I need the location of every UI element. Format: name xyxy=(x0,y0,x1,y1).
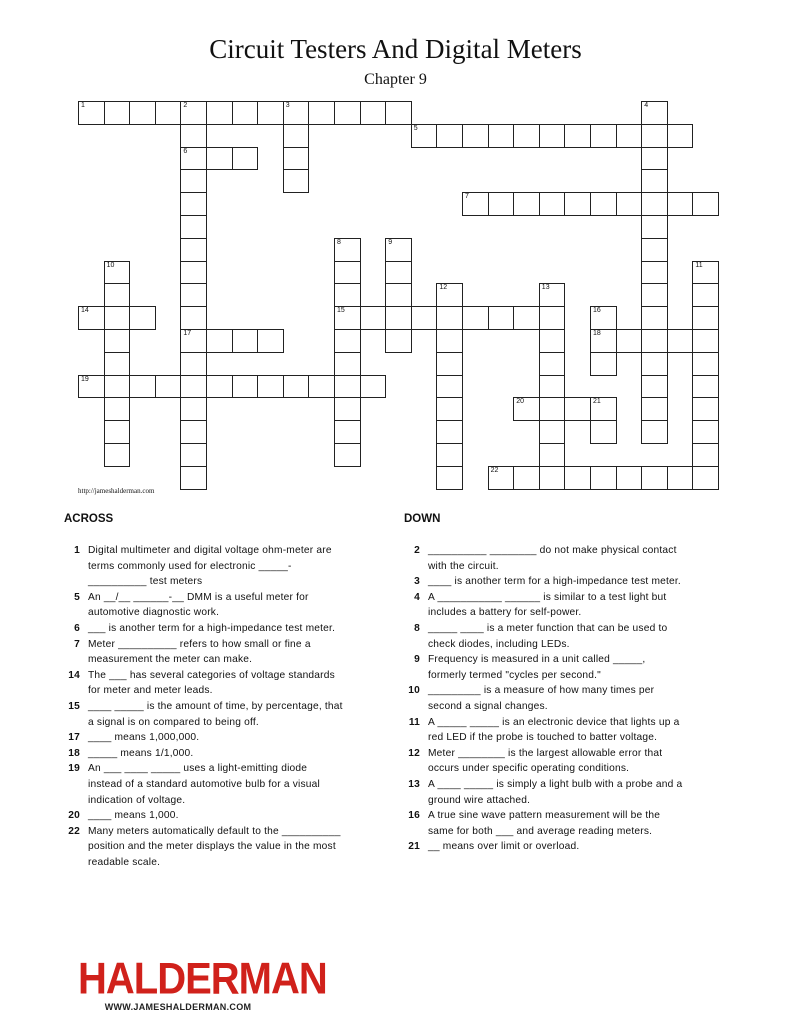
clue-text: __ means over limit or overload. xyxy=(428,841,580,853)
crossword-grid xyxy=(0,0,791,500)
clue-down-4 xyxy=(398,590,683,621)
grid-cell[interactable] xyxy=(308,101,335,125)
clue-across-22 xyxy=(58,824,343,871)
grid-cell[interactable] xyxy=(436,306,463,330)
grid-cell[interactable] xyxy=(590,420,617,444)
grid-cell[interactable] xyxy=(692,443,719,467)
grid-cell[interactable] xyxy=(436,375,463,399)
clue-text: A ___________ ______ is similar to a test light but includes a battery for self-power. xyxy=(428,591,667,619)
grid-cell[interactable] xyxy=(180,466,207,490)
clue-down-3 xyxy=(398,574,683,590)
grid-cell[interactable] xyxy=(641,283,668,307)
grid-cell[interactable] xyxy=(334,283,361,307)
grid-cell[interactable] xyxy=(436,397,463,421)
grid-cell[interactable] xyxy=(283,124,310,148)
grid-cell[interactable] xyxy=(436,420,463,444)
grid-cell[interactable] xyxy=(641,192,668,216)
grid-cell[interactable] xyxy=(667,192,694,216)
clue-across-7 xyxy=(58,637,343,668)
grid-cell[interactable] xyxy=(334,306,361,330)
clue-down-8 xyxy=(398,621,683,652)
grid-cell[interactable] xyxy=(462,124,489,148)
cell-number: 2 xyxy=(183,102,188,109)
grid-cell[interactable] xyxy=(641,375,668,399)
cell-number: 12 xyxy=(439,284,448,292)
grid-cell[interactable] xyxy=(104,261,131,285)
grid-cell[interactable] xyxy=(564,192,591,216)
clue-number: 6 xyxy=(74,622,80,634)
clue-down-13 xyxy=(398,777,683,808)
grid-cell[interactable] xyxy=(539,192,566,216)
grid-cell[interactable] xyxy=(488,192,515,216)
grid-cell[interactable] xyxy=(385,329,412,353)
puzzle-title: Circuit Testers And Digital Meters xyxy=(209,34,582,64)
grid-cell[interactable] xyxy=(104,420,131,444)
grid-cell[interactable] xyxy=(257,101,284,125)
grid-cell[interactable] xyxy=(283,101,310,125)
grid-cell[interactable] xyxy=(641,238,668,262)
grid-cell[interactable] xyxy=(334,261,361,285)
grid-cell[interactable] xyxy=(641,352,668,376)
grid-cell[interactable] xyxy=(129,375,156,399)
grid-cell[interactable] xyxy=(462,192,489,216)
grid-cell[interactable] xyxy=(488,306,515,330)
grid-cell[interactable] xyxy=(308,375,335,399)
grid-cell[interactable] xyxy=(129,306,156,330)
clue-across-18 xyxy=(58,746,343,762)
grid-cell[interactable] xyxy=(641,329,668,353)
grid-cell[interactable] xyxy=(436,124,463,148)
grid-cell[interactable] xyxy=(180,215,207,239)
clue-down-12 xyxy=(398,746,683,777)
grid-cell[interactable] xyxy=(334,329,361,353)
clue-text: Meter __________ refers to how small or fine a measurement the meter can make. xyxy=(88,638,311,666)
clue-number: 20 xyxy=(68,810,80,822)
grid-cell[interactable] xyxy=(436,352,463,376)
puzzle-subtitle: Chapter 9 xyxy=(364,71,427,88)
grid-cell[interactable] xyxy=(232,329,259,353)
grid-cell[interactable] xyxy=(104,329,131,353)
grid-cell[interactable] xyxy=(78,306,105,330)
cell-number: 16 xyxy=(593,307,601,315)
clue-number: 12 xyxy=(408,747,420,759)
grid-cell[interactable] xyxy=(232,147,259,171)
grid-cell[interactable] xyxy=(590,306,617,330)
grid-cell[interactable] xyxy=(385,261,412,285)
grid-cell[interactable] xyxy=(334,238,361,262)
clue-across-19 xyxy=(58,761,343,808)
grid-cell[interactable] xyxy=(334,443,361,467)
grid-cell[interactable] xyxy=(692,375,719,399)
clue-text: An ___ ____ _____ uses a light-emitting diode instead of a standard automotive bulb for a visual indication of voltage. xyxy=(88,763,320,806)
grid-cell[interactable] xyxy=(206,147,233,171)
grid-cell[interactable] xyxy=(488,124,515,148)
cell-number: 5 xyxy=(413,124,418,132)
clue-down-16 xyxy=(398,808,683,839)
cell-number: 17 xyxy=(183,330,192,337)
grid-cell[interactable] xyxy=(104,397,131,421)
grid-cell[interactable] xyxy=(436,329,463,353)
grid-cell[interactable] xyxy=(641,466,668,490)
clue-across-14 xyxy=(58,668,343,699)
grid-cell[interactable] xyxy=(360,306,387,330)
grid-cell[interactable] xyxy=(667,466,694,490)
clue-down-10 xyxy=(398,683,683,714)
grid-cell[interactable] xyxy=(590,397,617,421)
grid-cell[interactable] xyxy=(641,147,668,171)
across-heading: ACROSS xyxy=(64,513,114,525)
clue-down-21 xyxy=(398,839,683,855)
cell-number: 14 xyxy=(81,307,89,315)
grid-cell[interactable] xyxy=(692,306,719,330)
clue-across-17 xyxy=(58,730,343,746)
cell-number: 20 xyxy=(516,398,524,406)
clue-number: 3 xyxy=(414,576,420,588)
grid-cell[interactable] xyxy=(641,420,668,444)
clue-text: ____ _____ is the amount of time, by percentage, that a signal is on compared to being off. xyxy=(88,700,343,728)
grid-cell[interactable] xyxy=(564,397,591,421)
grid-cell[interactable] xyxy=(180,192,207,216)
clue-text: ____ is another term for a high-impedance test meter. xyxy=(428,576,681,588)
cell-number: 4 xyxy=(644,102,649,109)
grid-cell[interactable] xyxy=(257,329,284,353)
grid-cell[interactable] xyxy=(564,124,591,148)
grid-cell[interactable] xyxy=(283,169,310,193)
clue-down-9 xyxy=(398,652,683,683)
grid-cell[interactable] xyxy=(155,375,182,399)
grid-cell[interactable] xyxy=(590,329,617,353)
clue-text: _________ is a measure of how many times per second a signal changes. xyxy=(428,685,655,712)
clue-number: 8 xyxy=(414,622,420,634)
grid-cell[interactable] xyxy=(539,124,566,148)
grid-cell[interactable] xyxy=(513,466,540,490)
grid-cell[interactable] xyxy=(104,101,131,125)
clue-down-2 xyxy=(398,543,683,574)
clue-number: 7 xyxy=(74,638,80,650)
across-clue-list xyxy=(58,543,343,870)
grid-cell[interactable] xyxy=(616,329,643,353)
clue-text: _____ ____ is a meter function that can be used to check diodes, including LEDs. xyxy=(428,622,668,650)
clue-text: Meter ________ is the largest allowable error that occurs under specific operating conditions. xyxy=(428,747,663,775)
clue-down-11 xyxy=(398,715,683,746)
grid-cell[interactable] xyxy=(385,238,412,262)
grid-cell[interactable] xyxy=(513,306,540,330)
grid-cell[interactable] xyxy=(283,375,310,399)
grid-cell[interactable] xyxy=(180,169,207,193)
grid-cell[interactable] xyxy=(641,306,668,330)
clue-number: 22 xyxy=(68,825,80,837)
grid-cell[interactable] xyxy=(692,397,719,421)
grid-cell[interactable] xyxy=(641,261,668,285)
grid-cell[interactable] xyxy=(692,283,719,307)
grid-cell[interactable] xyxy=(641,215,668,239)
grid-cell[interactable] xyxy=(334,375,361,399)
grid-cell[interactable] xyxy=(180,352,207,376)
grid-cell[interactable] xyxy=(411,306,438,330)
grid-cell[interactable] xyxy=(616,192,643,216)
grid-cell[interactable] xyxy=(283,147,310,171)
grid-cell[interactable] xyxy=(385,283,412,307)
grid-cell[interactable] xyxy=(590,192,617,216)
grid-cell[interactable] xyxy=(129,101,156,125)
clue-text: _____ means 1/1,000. xyxy=(88,747,194,759)
clue-across-15 xyxy=(58,699,343,730)
grid-cell[interactable] xyxy=(360,101,387,125)
cell-number: 15 xyxy=(337,307,345,315)
logo-url: WWW.JAMESHALDERMAN.COM xyxy=(104,1002,252,1012)
grid-cell[interactable] xyxy=(180,375,207,399)
grid-cell[interactable] xyxy=(206,375,233,399)
grid-cell[interactable] xyxy=(641,124,668,148)
grid-cell[interactable] xyxy=(104,375,131,399)
grid-cell[interactable] xyxy=(206,329,233,353)
grid-cell[interactable] xyxy=(539,329,566,353)
clue-number: 14 xyxy=(68,669,80,681)
grid-cell[interactable] xyxy=(539,375,566,399)
grid-cell[interactable] xyxy=(667,329,694,353)
clue-across-5 xyxy=(58,590,343,621)
clue-text: An __/__ ______-__ DMM is a useful meter for automotive diagnostic work. xyxy=(88,591,309,619)
grid-cell[interactable] xyxy=(539,466,566,490)
clue-number: 11 xyxy=(408,716,420,728)
clue-text: A true sine wave pattern measurement will be the same for both ___ and average reading meters. xyxy=(428,810,661,837)
grid-cell[interactable] xyxy=(539,420,566,444)
clue-number: 15 xyxy=(68,700,80,712)
clue-number: 13 xyxy=(408,778,420,790)
clue-number: 4 xyxy=(414,591,420,603)
grid-cell[interactable] xyxy=(180,420,207,444)
grid-cell[interactable] xyxy=(385,101,412,125)
grid-cell[interactable] xyxy=(155,101,182,125)
clue-text: Frequency is measured in a unit called _____, formerly termed "cycles per second." xyxy=(428,654,646,681)
grid-cell[interactable] xyxy=(334,101,361,125)
grid-cell[interactable] xyxy=(692,192,719,216)
grid-cell[interactable] xyxy=(78,101,105,125)
grid-cell[interactable] xyxy=(692,352,719,376)
cell-number: 8 xyxy=(337,238,341,246)
clue-text: __________ ________ do not make physical contact with the circuit. xyxy=(428,545,677,572)
grid-cell[interactable] xyxy=(590,124,617,148)
clue-number: 17 xyxy=(68,732,80,744)
clue-text: Many meters automatically default to the __________ position and the meter displays the value in the most readable scale. xyxy=(88,825,341,868)
cell-number: 19 xyxy=(81,375,89,383)
grid-cell[interactable] xyxy=(104,283,131,307)
cell-number: 13 xyxy=(541,284,550,292)
cell-number: 10 xyxy=(106,261,115,269)
grid-cell[interactable] xyxy=(232,101,259,125)
clue-text: A _____ _____ is an electronic device that lights up a red LED if the probe is touched to batter voltage. xyxy=(428,716,680,744)
grid-cell[interactable] xyxy=(180,283,207,307)
cell-number: 7 xyxy=(465,193,469,201)
grid-cell[interactable] xyxy=(206,101,233,125)
clue-number: 19 xyxy=(68,763,80,775)
grid-cell[interactable] xyxy=(513,397,540,421)
grid-cell[interactable] xyxy=(590,352,617,376)
cell-number: 9 xyxy=(388,238,393,246)
grid-cell[interactable] xyxy=(104,352,131,376)
clue-number: 5 xyxy=(74,591,80,603)
clue-number: 9 xyxy=(414,654,420,666)
grid-cell[interactable] xyxy=(641,397,668,421)
clue-text: A ____ _____ is simply a light bulb with a probe and a ground wire attached. xyxy=(428,778,683,806)
grid-cell[interactable] xyxy=(488,466,515,490)
cell-number: 6 xyxy=(183,147,188,155)
grid-cell[interactable] xyxy=(180,147,207,171)
grid-cell[interactable] xyxy=(436,443,463,467)
grid-cell[interactable] xyxy=(334,352,361,376)
grid-cell[interactable] xyxy=(590,466,617,490)
grid-cell[interactable] xyxy=(667,124,694,148)
grid-cell[interactable] xyxy=(180,443,207,467)
down-clue-list xyxy=(398,543,683,855)
grid-cell[interactable] xyxy=(641,169,668,193)
clue-number: 18 xyxy=(68,747,80,759)
grid-cell[interactable] xyxy=(232,375,259,399)
grid-cell[interactable] xyxy=(436,466,463,490)
clue-text: ____ means 1,000,000. xyxy=(88,732,200,744)
cell-number: 1 xyxy=(81,102,85,109)
grid-cell[interactable] xyxy=(334,397,361,421)
clue-across-1 xyxy=(58,543,343,590)
grid-cell[interactable] xyxy=(692,261,719,285)
grid-cell[interactable] xyxy=(616,466,643,490)
grid-cell[interactable] xyxy=(104,443,131,467)
grid-cell[interactable] xyxy=(180,329,207,353)
grid-cell[interactable] xyxy=(564,466,591,490)
grid-cell[interactable] xyxy=(539,397,566,421)
grid-cell[interactable] xyxy=(78,375,105,399)
cell-number: 18 xyxy=(593,330,601,337)
grid-cell[interactable] xyxy=(641,101,668,125)
grid-cell[interactable] xyxy=(104,306,131,330)
clue-text: ____ means 1,000. xyxy=(88,810,179,822)
clue-number: 16 xyxy=(408,810,420,822)
clue-number: 2 xyxy=(414,545,420,556)
grid-cell[interactable] xyxy=(360,375,387,399)
grid-cell[interactable] xyxy=(180,306,207,330)
cell-number: 11 xyxy=(695,261,703,269)
clue-text: ___ is another term for a high-impedance test meter. xyxy=(88,622,336,634)
cell-number: 3 xyxy=(285,102,290,109)
clue-text: The ___ has several categories of voltage standards for meter and meter leads. xyxy=(88,669,335,697)
cell-number: 21 xyxy=(593,398,601,406)
grid-cell[interactable] xyxy=(539,306,566,330)
grid-cell[interactable] xyxy=(539,352,566,376)
grid-cell[interactable] xyxy=(180,124,207,148)
grid-cell[interactable] xyxy=(180,397,207,421)
cell-number: 22 xyxy=(490,466,499,474)
website-credit: http://jameshalderman.com xyxy=(78,487,155,495)
grid-cell[interactable] xyxy=(180,261,207,285)
grid-cell[interactable] xyxy=(692,420,719,444)
grid-cell[interactable] xyxy=(513,192,540,216)
grid-cell[interactable] xyxy=(180,238,207,262)
logo-wordmark: HALDERMAN xyxy=(78,954,327,1004)
clue-across-6 xyxy=(58,621,343,637)
clue-text: Digital multimeter and digital voltage ohm-meter are terms commonly used for electronic _____-__________ test meters xyxy=(88,545,332,588)
clue-number: 21 xyxy=(408,841,420,853)
grid-cell[interactable] xyxy=(385,306,412,330)
clue-number: 1 xyxy=(74,545,80,556)
grid-cell[interactable] xyxy=(513,124,540,148)
halderman-logo xyxy=(78,954,327,1012)
down-heading: DOWN xyxy=(404,513,441,525)
grid-cell[interactable] xyxy=(616,124,643,148)
grid-cell[interactable] xyxy=(462,306,489,330)
grid-cell[interactable] xyxy=(334,420,361,444)
clue-number: 10 xyxy=(408,685,420,697)
grid-cell[interactable] xyxy=(411,124,438,148)
grid-cell[interactable] xyxy=(539,443,566,467)
grid-cell[interactable] xyxy=(180,101,207,125)
grid-cell[interactable] xyxy=(257,375,284,399)
grid-cell[interactable] xyxy=(436,283,463,307)
clue-across-20 xyxy=(58,808,343,824)
grid-cell[interactable] xyxy=(692,466,719,490)
grid-cell[interactable] xyxy=(692,329,719,353)
grid-cell[interactable] xyxy=(539,283,566,307)
